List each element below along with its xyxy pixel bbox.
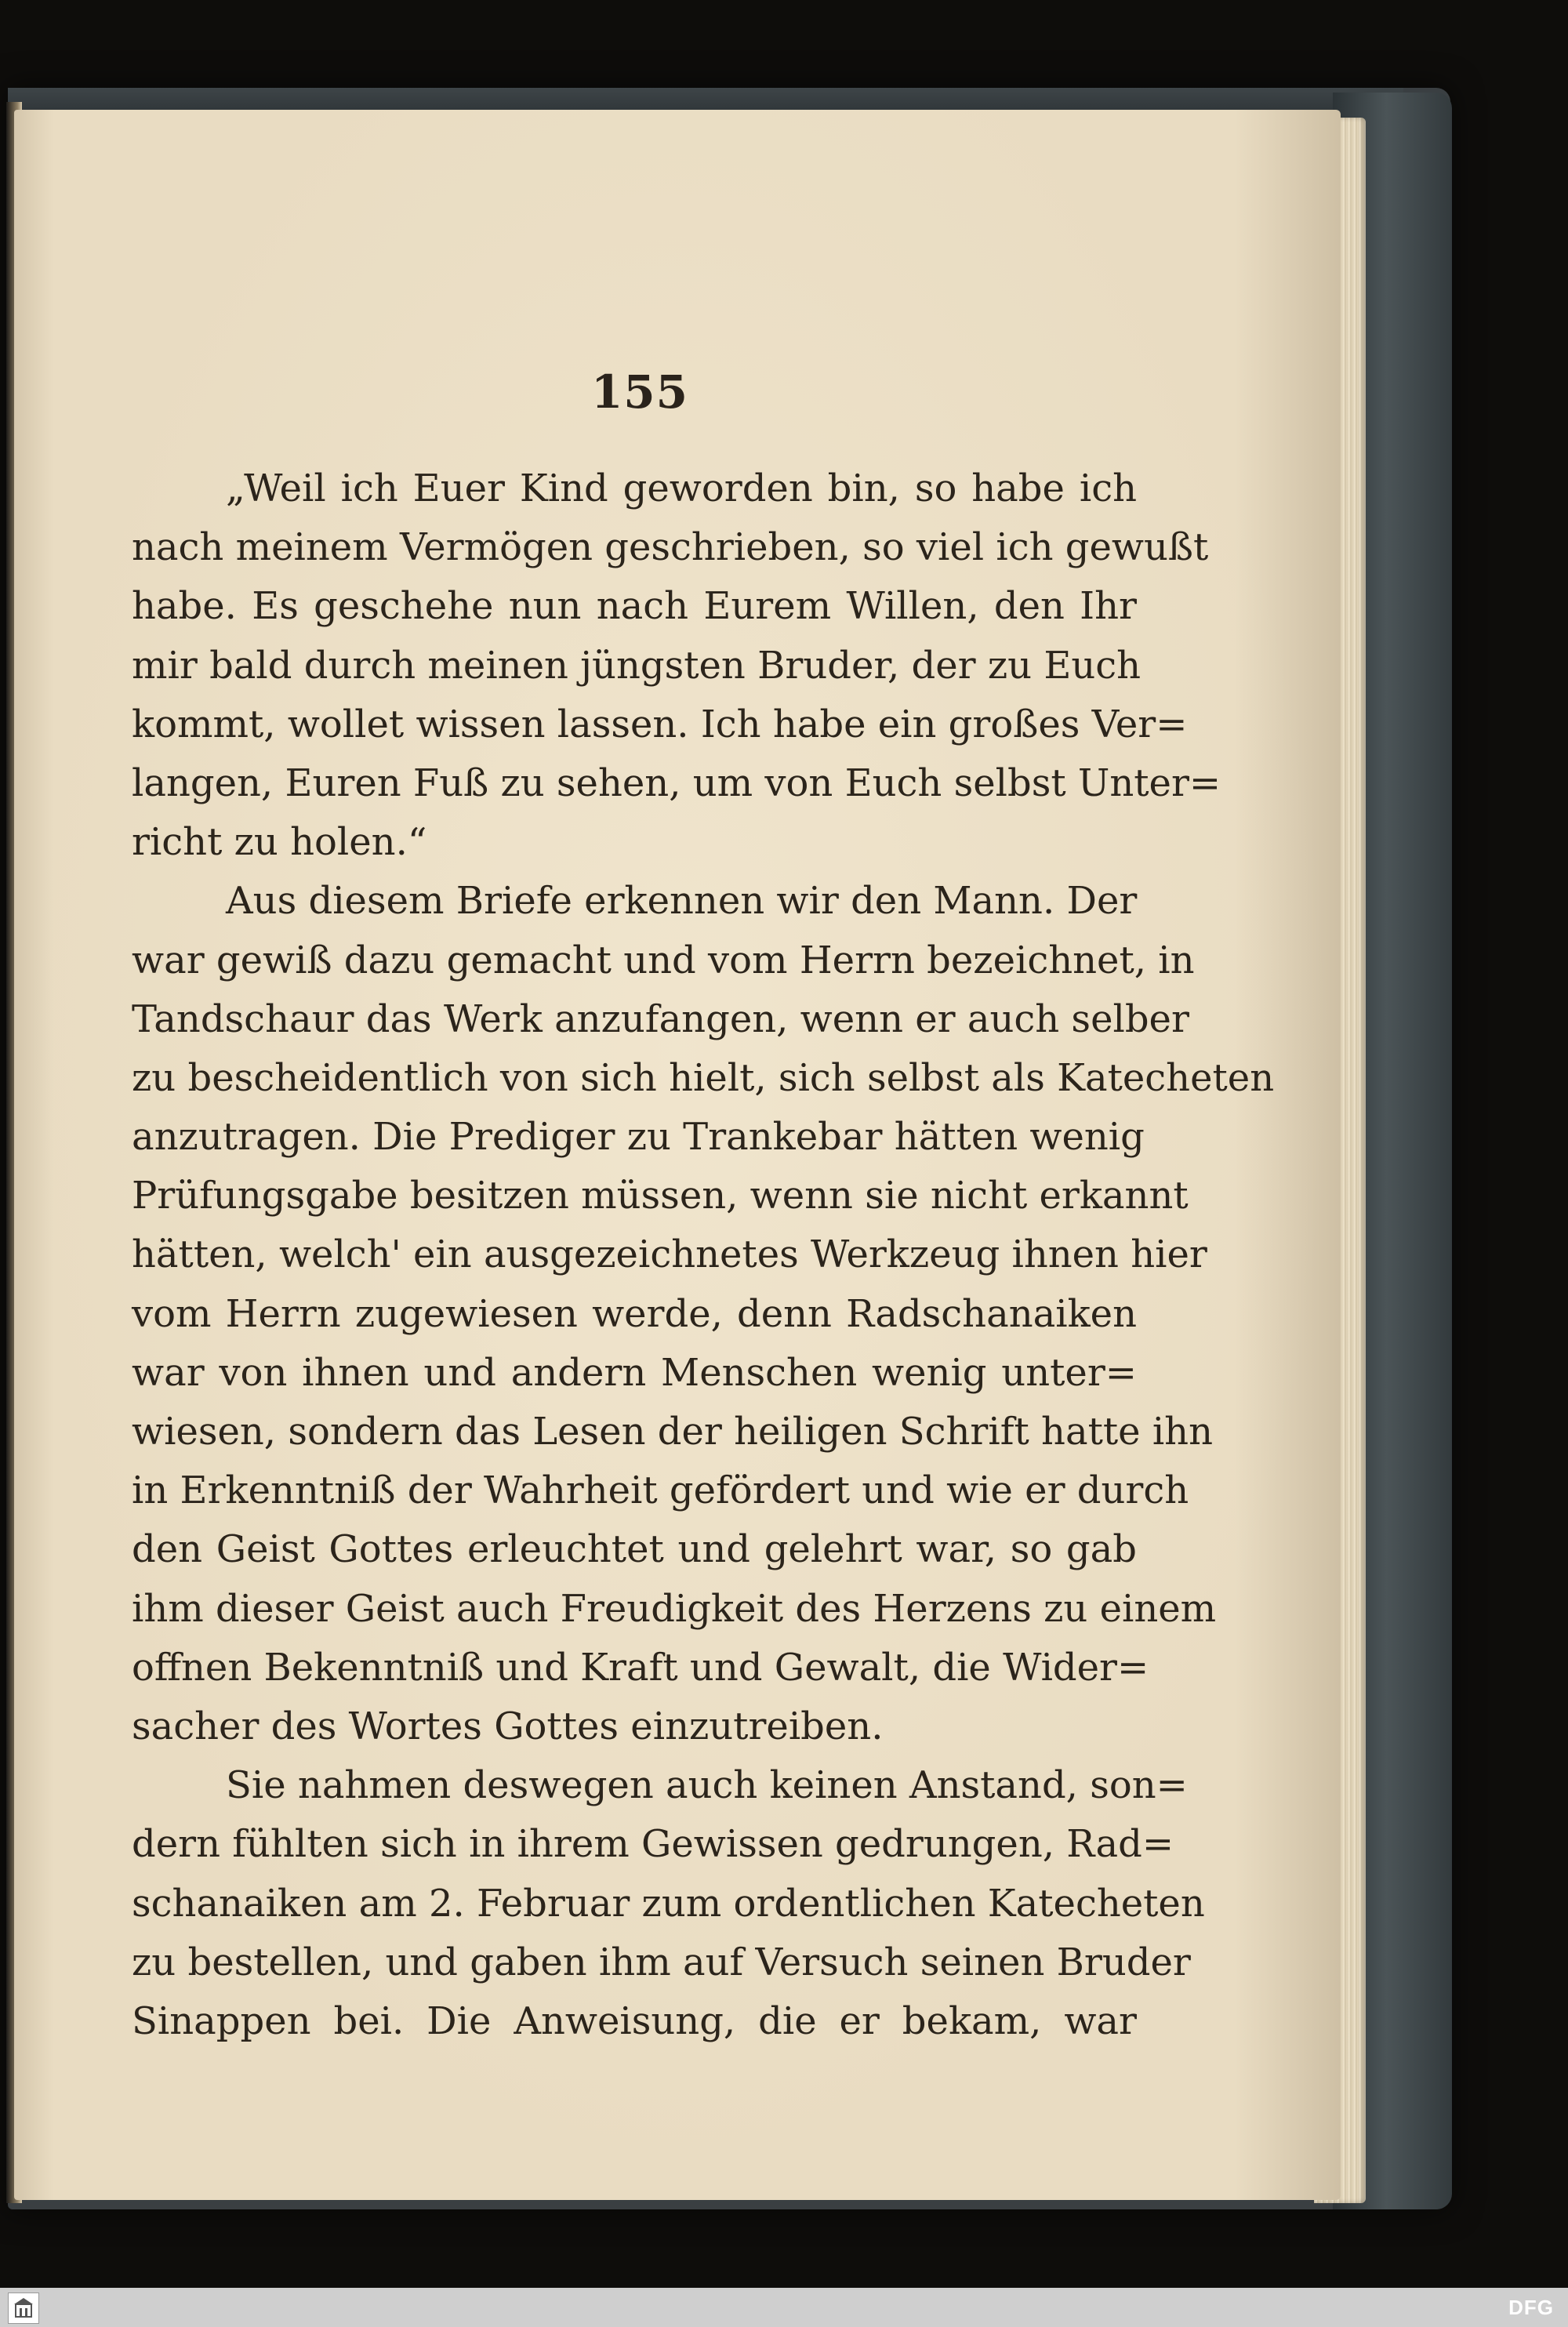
body-text bbox=[132, 459, 1275, 2051]
text-line: anzutragen. Die Prediger zu Trankebar hätten wenig bbox=[132, 1115, 1145, 1160]
text-line: sacher des Wortes Gottes einzutreiben. bbox=[132, 1704, 884, 1748]
text-line: schanaiken am 2. Februar zum ordentlichen Katecheten bbox=[132, 1881, 1205, 1926]
text-line: den Geist Gottes erleuchtet und gelehrt war, so gab bbox=[132, 1527, 1137, 1572]
text-line: richt zu holen.“ bbox=[132, 820, 427, 865]
text-line: zu bescheidentlich von sich hielt, sich selbst als Katecheten bbox=[132, 1055, 1275, 1100]
text-line: wiesen, sondern das Lesen der heiligen Schrift hatte ihn bbox=[132, 1410, 1213, 1454]
text-line: Sinappen bei. Die Anweisung, die er bekam, war bbox=[132, 1998, 1137, 2043]
text-line: dern fühlten sich in ihrem Gewissen gedrungen, Rad= bbox=[132, 1822, 1174, 1867]
text-line: war von ihnen und andern Menschen wenig unter= bbox=[132, 1350, 1137, 1395]
text-line: habe. Es geschehe nun nach Eurem Willen, den Ihr bbox=[132, 584, 1137, 629]
book-page bbox=[14, 110, 1341, 2200]
text-line: vom Herrn zugewiesen werde, denn Radschanaiken bbox=[132, 1291, 1137, 1336]
page-number: 155 bbox=[590, 365, 689, 419]
text-line: in Erkenntniß der Wahrheit gefördert und wie er durch bbox=[132, 1468, 1189, 1513]
text-line: Sie nahmen deswegen auch keinen Anstand, son= bbox=[226, 1763, 1188, 1808]
text-line: Aus diesem Briefe erkennen wir den Mann. Der bbox=[226, 879, 1138, 924]
text-line: Tandschaur das Werk anzufangen, wenn er auch selber bbox=[132, 997, 1189, 1041]
library-logo-icon bbox=[8, 2293, 39, 2324]
dfg-logo: DFG bbox=[1508, 2296, 1554, 2319]
text-line: nach meinem Vermögen geschrieben, so viel ich gewußt bbox=[132, 525, 1209, 570]
text-line: „Weil ich Euer Kind geworden bin, so habe ich bbox=[226, 466, 1137, 510]
text-line: kommt, wollet wissen lassen. Ich habe ein großes Ver= bbox=[132, 702, 1188, 746]
viewer-footer-strip bbox=[0, 2288, 1568, 2327]
text-line: mir bald durch meinen jüngsten Bruder, der zu Euch bbox=[132, 643, 1142, 688]
text-line: zu bestellen, und gaben ihm auf Versuch seinen Bruder bbox=[132, 1940, 1191, 1984]
text-line: langen, Euren Fuß zu sehen, um von Euch selbst Unter= bbox=[132, 761, 1221, 805]
text-line: offnen Bekenntniß und Kraft und Gewalt, die Wider= bbox=[132, 1645, 1149, 1690]
text-line: hätten, welch' ein ausgezeichnetes Werkzeug ihnen hier bbox=[132, 1232, 1207, 1277]
text-line: war gewiß dazu gemacht und vom Herrn bezeichnet, in bbox=[132, 938, 1195, 982]
text-line: Prüfungsgabe besitzen müssen, wenn sie nicht erkannt bbox=[132, 1174, 1189, 1218]
text-line: ihm dieser Geist auch Freudigkeit des Herzens zu einem bbox=[132, 1586, 1217, 1631]
